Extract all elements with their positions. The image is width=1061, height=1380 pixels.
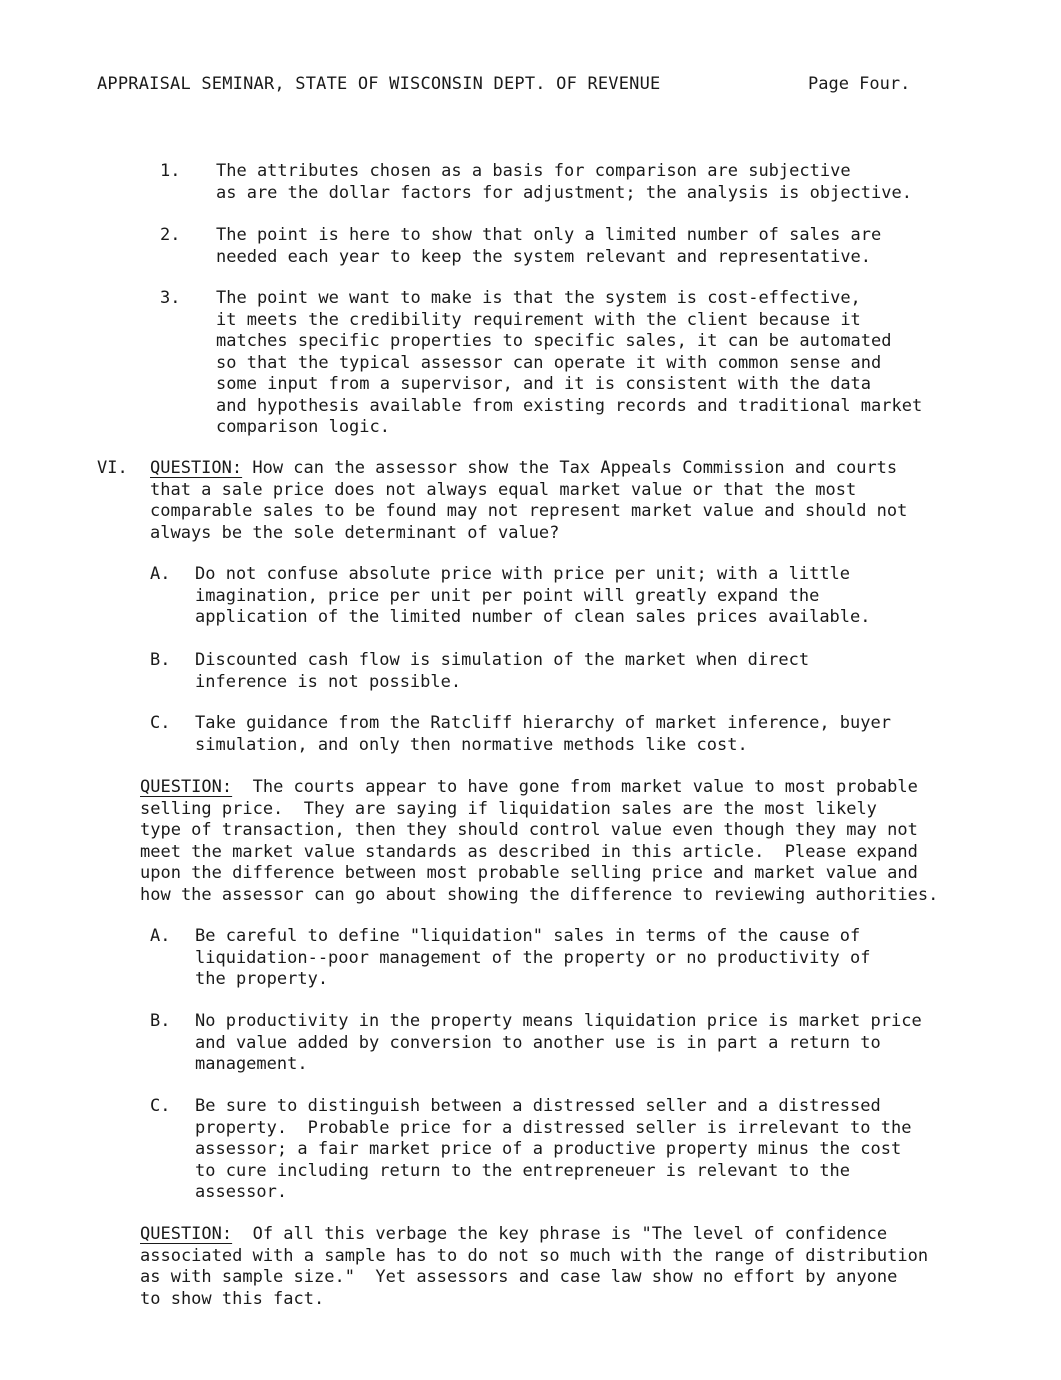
question-label: QUESTION:: [140, 777, 233, 797]
answer-marker: B.: [150, 650, 171, 670]
question-text: [140, 777, 1000, 906]
question-text: [150, 458, 970, 544]
answer-marker: B.: [150, 1011, 171, 1031]
page-header-title: APPRAISAL SEMINAR, STATE OF WISCONSIN DEPT. OF REVENUE: [97, 74, 661, 94]
section-marker: VI.: [97, 458, 128, 478]
question-label: QUESTION:: [140, 1224, 233, 1244]
point-marker: 3.: [160, 288, 181, 308]
question-body: Of all this verbage the key phrase is "The level of confidence associated with a sample has to do not so much with the range of distribution as with sample size." Yet assessors and case law show no effort by anyone to show this fact.: [140, 1224, 929, 1309]
point-marker: 1.: [160, 161, 181, 181]
answer-text: Take guidance from the Ratcliff hierarchy of market inference, buyer simulation, and only then normative methods like cost.: [195, 713, 891, 755]
point-text: The point we want to make is that the system is cost-effective, it meets the credibility requirement with the client because it matches specific properties to specific sales, it can be automated so that the typical assessor can operate it with common sense and some input from a supervisor, and it is consistent with the data and hypothesis available from existing records and traditional market comparison logic.: [216, 288, 923, 437]
point-text: The point is here to show that only a limited number of sales are needed each year to keep the system relevant and representative.: [216, 225, 882, 267]
answer-marker: A.: [150, 926, 171, 946]
answer-marker: C.: [150, 1096, 171, 1116]
answer-text: No productivity in the property means liquidation price is market price and value added by conversion to another use is in part a return to management.: [195, 1011, 922, 1074]
answer-marker: C.: [150, 713, 171, 733]
answer-marker: A.: [150, 564, 171, 584]
answer-text: Do not confuse absolute price with price per unit; with a little imagination, price per unit per point will greatly expand the application of the limited number of clean sales prices available.: [195, 564, 871, 627]
page-number: Page Four.: [808, 74, 911, 94]
answer-text: Discounted cash flow is simulation of the market when direct inference is not possible.: [195, 650, 810, 692]
question-label: QUESTION:: [150, 458, 243, 478]
point-marker: 2.: [160, 225, 181, 245]
point-text: The attributes chosen as a basis for comparison are subjective as are the dollar factors for adjustment; the analysis is objective.: [216, 161, 912, 203]
answer-text: Be careful to define "liquidation" sales in terms of the cause of liquidation--poor management of the property or no productivity of the property.: [195, 926, 871, 989]
answer-text: Be sure to distinguish between a distressed seller and a distressed property. Probable price for a distressed seller is irrelevant to the assessor; a fair market price of a productive property minus the cost to cure including return to the entrepreneuer is relevant to the assessor.: [195, 1096, 912, 1202]
question-body: The courts appear to have gone from market value to most probable selling price. They are saying if liquidation sales are the most likely type of transaction, then they should control value even though they may not meet the market value standards as described in this article. Please expand upon the difference between most probable selling price and market value and how the assessor can go about showing the difference to reviewing authorities.: [140, 777, 939, 905]
question-text: [140, 1224, 1000, 1310]
question-body: How can the assessor show the Tax Appeals Commission and courts that a sale price does not always equal market value or that the most comparable sales to be found may not represent market value and should not always be the sole determinant of value?: [150, 458, 908, 543]
